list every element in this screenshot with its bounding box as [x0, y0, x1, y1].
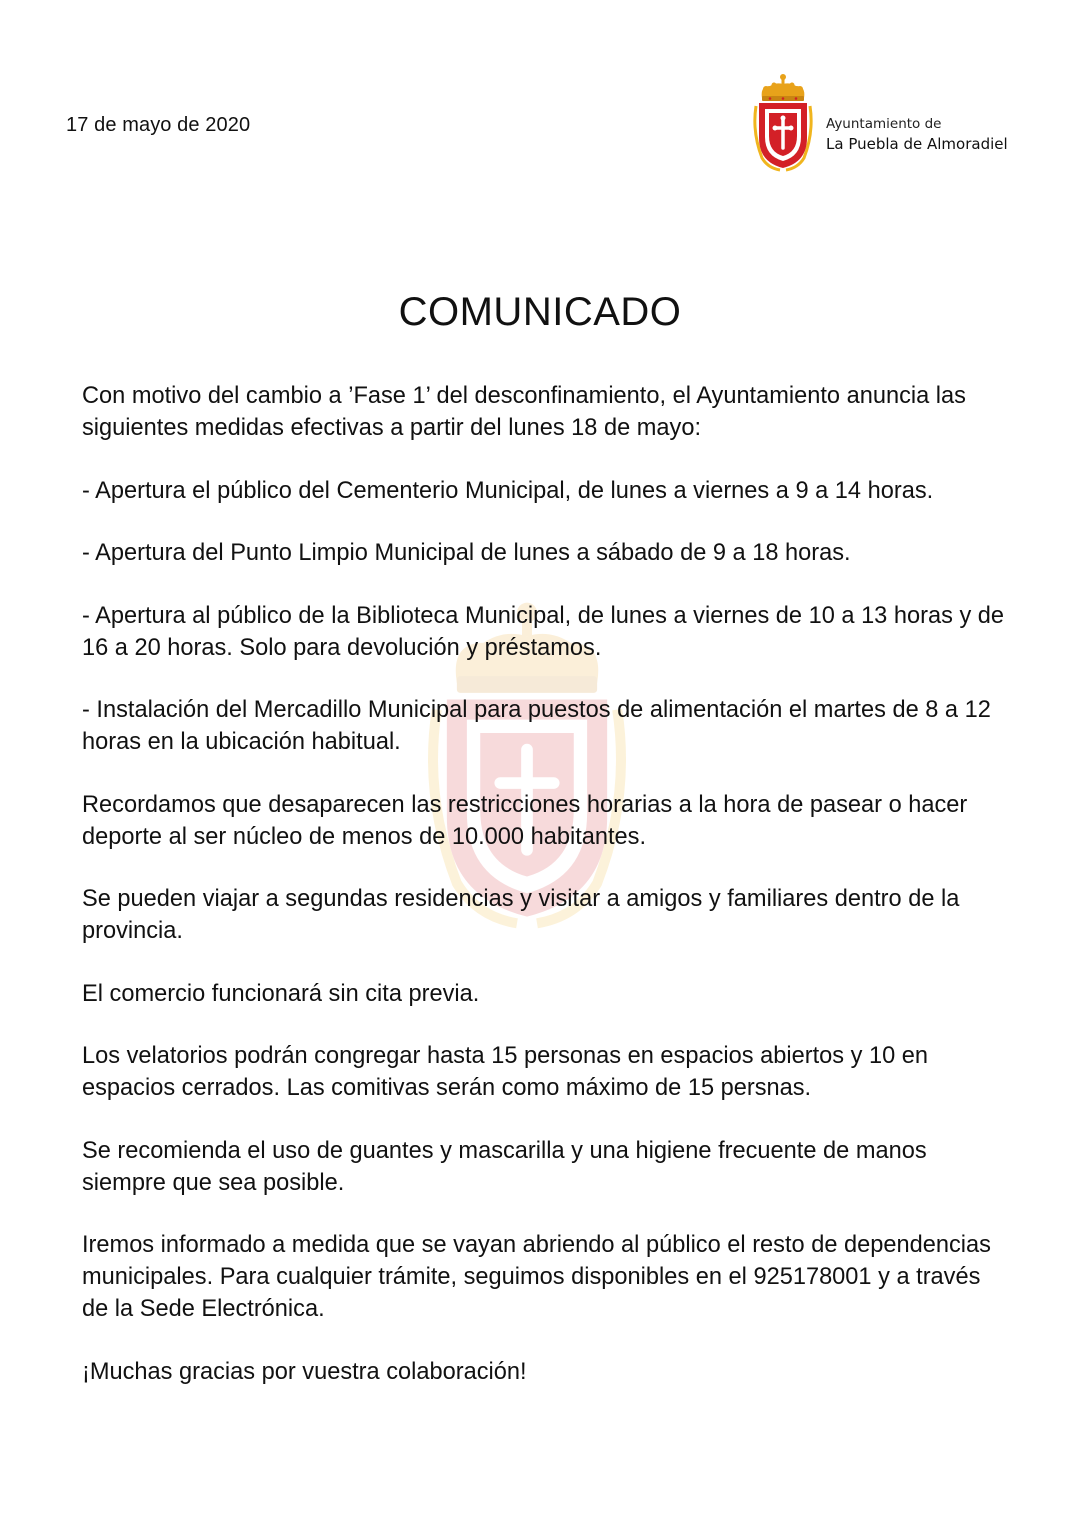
measure-recycling-point: - Apertura del Punto Limpio Municipal de lunes a sábado de 9 a 18 horas.: [82, 540, 851, 566]
intro-paragraph: Con motivo del cambio a ’Fase 1’ del desconfinamiento, el Ayuntamiento anuncia las siguientes medidas efectivas a partir del lunes 18 de mayo:: [82, 383, 966, 441]
commerce-paragraph: El comercio funcionará sin cita previa.: [82, 980, 480, 1007]
wakes-paragraph: Los velatorios podrán congregar hasta 15 personas en espacios abiertos y 10 en espacios cerrados. Las comitivas serán como máximo de 15 persnas.: [82, 1043, 928, 1101]
measure-market: - Instalación del Mercadillo Municipal para puestos de alimentación el martes de 8 a 12 horas en la ubicación habitual.: [82, 697, 991, 755]
document-title: COMUNICADO: [398, 290, 682, 334]
organization-name: [826, 114, 1008, 154]
reminder-paragraph: Recordamos que desaparecen las restricciones horarias a la hora de pasear o hacer deporte al ser núcleo de menos de 10.000 habitantes.: [82, 791, 968, 850]
thanks-paragraph: ¡Muchas gracias por vuestra colaboración!: [82, 1358, 527, 1385]
hygiene-paragraph: Se recomienda el uso de guantes y mascarilla y una higiene frecuente de manos siempre que sea posible.: [82, 1137, 927, 1196]
document-body: [82, 380, 1012, 1418]
coat-of-arms-icon: [752, 72, 814, 172]
measure-cemetery: - Apertura el público del Cementerio Municipal, de lunes a viernes a 9 a 14 horas.: [82, 477, 934, 504]
travel-paragraph: Se pueden viajar a segundas residencias y visitar a amigos y familiares dentro de la provincia.: [82, 886, 960, 944]
measure-library: - Apertura al público de la Biblioteca Municipal, de lunes a viernes de 10 a 13 horas y de 16 a 20 horas. Solo para devolución y préstamos.: [82, 602, 1005, 661]
contact-paragraph: Iremos informado a medida que se vayan abriendo al público el resto de dependencias municipales. Para cualquier trámite, seguimos disponibles en el 925178001 y a través de la Sede Electrónica.: [82, 1232, 991, 1322]
document-date: 17 de mayo de 2020: [66, 114, 251, 136]
organization-line-1: Ayuntamiento de: [826, 116, 942, 132]
organization-line-2: La Puebla de Almoradiel: [826, 135, 1008, 153]
